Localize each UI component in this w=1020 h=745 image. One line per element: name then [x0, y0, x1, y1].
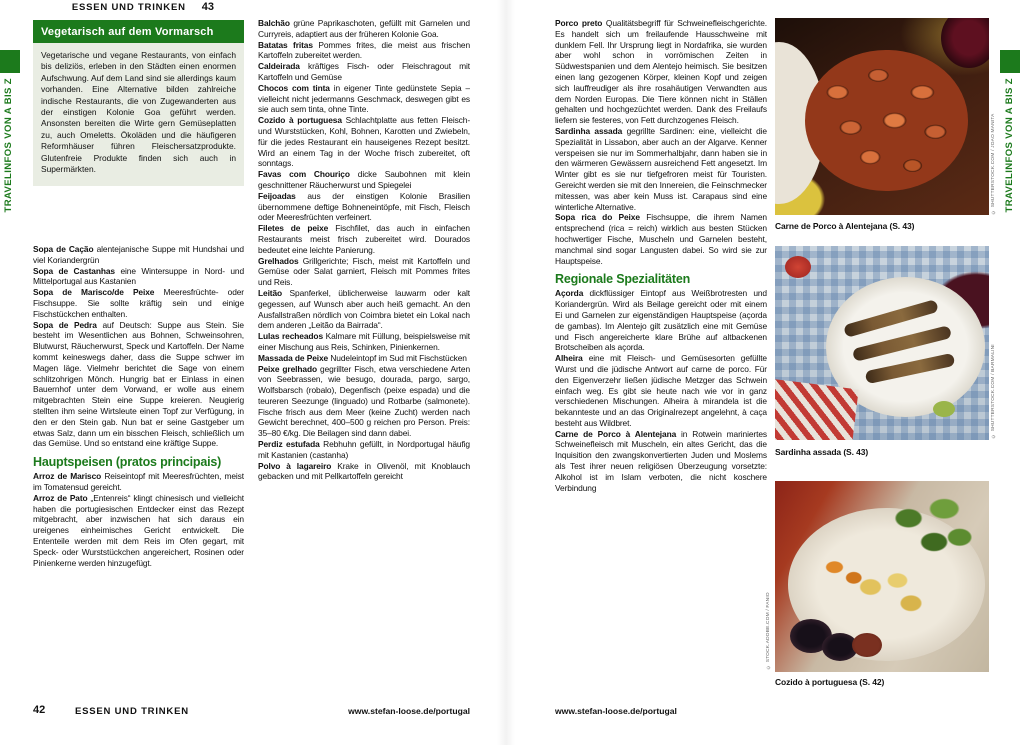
photo-caption: Cozido à portuguesa (S. 42)	[775, 677, 885, 687]
dict-term: Sardinha assada	[555, 125, 623, 136]
dict-term: Sopa de Castanhas	[33, 265, 115, 276]
footer-url: www.stefan-loose.de/portugal	[348, 706, 470, 716]
dict-entry	[258, 331, 470, 353]
dict-term: Grelhados	[258, 255, 299, 266]
page-number-43: 43	[201, 1, 214, 13]
page-fold-shadow	[497, 0, 515, 745]
dict-entry	[555, 126, 767, 212]
dict-def: Kalmare mit Füllung, beispielsweise mit einer Mischung aus Reis, Schinken, Pinienkernen.	[258, 331, 470, 352]
dict-term: Favas com Chouriço	[258, 169, 350, 180]
dict-def: grüne Paprikaschoten, gefüllt mit Garnelen und Curryreis, adaptiert aus der früheren Kolonie Goa.	[258, 18, 470, 39]
photo-caption: Carne de Porco à Alentejana (S. 43)	[775, 221, 915, 231]
dict-term: Feijoadas	[258, 190, 296, 201]
dict-term: Chocos com tinta	[258, 82, 330, 93]
dict-term: Alheira	[555, 353, 583, 364]
dict-entry	[258, 364, 470, 440]
infobox-body: Vegetarische und vegane Restaurants, von einfach bis deliziös, erleben in den Städten einen enormen Aufschwung. Auf dem Land sind sie allerdings kaum vorhanden. Eine Alternative bilden zahlreiche indische Restaurants, die von Zugewanderten aus der einstigen Kolonie Goa geführt werden. Ansonsten bereiten die Wirte gern Gemüseplatten zu, auch Omeletts. Ökoläden und die häufigeren Reformhäuser führen Fleischersatzprodukte. Glutenfreie Produkte finden sich auch in Supermärkten.	[41, 50, 236, 175]
left-margin-green-square	[0, 50, 20, 73]
dict-def: auf Deutsch: Suppe aus Stein. Sie besteht im Wesentlichen aus Bohnen, Schweinsohren, Blutwurst, Räucherwurst, Speck und Kartoffeln. Der Name kommt keineswegs daher, dass die Suppe schwer im Magen läge. Vielmehr berichtet die Sage von einem schlitzohrigen Mönch. Hungrig bat er Einlass in einen Bauernhof unter dem Vorwand, er wolle aus einem mitgebrachten Stein eine Suppe kreieren. Neugierig stellten ihm seine Wirtsleute einen Topf zur Verfügung, in den er den Stein gab. Nun bat er seine Gastgeber um etwas Salz, dann um ein bisschen Fleisch, schließlich um das Gemüse. Und so entstand eine kräftige Suppe.	[33, 319, 244, 449]
dict-entry	[258, 40, 470, 62]
dict-term: Caldeirada	[258, 61, 300, 72]
dict-def: alentejanische Suppe mit Hundshai und viel Koriandergrün	[33, 244, 244, 265]
page42-column2	[258, 18, 470, 686]
dict-def: „Entenreis“ klingt chinesisch und vielleicht haben die portugiesischen Entdecker einst das Rezept mitgebracht, aber inzwischen hat sich daraus ein ureigenes einheimisches Gericht entwickelt. Die Ententeile werden mit dem Reis im Ofen gegart, mit Speck- oder Wurststückchen angereichert, Rosinen oder Pinienkerne werden hinzugefügt.	[33, 492, 244, 568]
left-margin-tab-label: TRAVELINFOS VON A BIS Z	[3, 78, 14, 213]
wine-glass-shape	[941, 18, 989, 68]
dict-term: Batatas fritas	[258, 39, 313, 50]
dict-term: Massada de Peixe	[258, 352, 329, 363]
dict-entry	[33, 493, 244, 569]
dict-def: kräftiges Fisch- oder Fleischragout mit Kartoffeln und Gemüse	[258, 61, 470, 82]
dict-def: eine Wintersuppe in Nord- und Mittelportugal aus Kastanien	[33, 265, 244, 287]
dict-entry	[258, 18, 470, 40]
dict-def: Grillgerichte; Fisch, meist mit Kartoffeln und Gemüse oder Salat garniert, Fleisch mit Pommes frites und Reis.	[258, 255, 470, 288]
dict-def: Pommes frites, die meist aus frischen Kartoffeln zubereitet werden.	[258, 39, 470, 61]
dict-def: Qualitätsbegriff für Schweinefleischgerichte. Es handelt sich um freilaufende Hausschweine mit dunklem Fell. Ihr Ursprung liegt in Nordafrika, sie wurden aber wohl schon in vorrömischen Zeiten in Südwestspanien und dem Alentejo heimisch. Sie besitzen einen lang gezogenen Körper, kleinen Kopf und zeigen sich lauffreudiger als ihre rosahäutigen Verwandten aus dem Norden Europas. Die Tiere können nicht in Ställen gehalten und hochgezüchtet werden. Dank des Freilaufs liefern sie festeres, von Fett durchzogenes Fleisch.	[555, 18, 767, 126]
photo-cozido	[775, 481, 989, 672]
right-margin-green-square	[1000, 50, 1020, 73]
dict-def: Meeresfrüchte- oder Fischsuppe. Sie sollte kräftig sein und einige Fischstückchen enthalten.	[33, 287, 244, 319]
dict-term: Sopa de Cação	[33, 244, 94, 254]
footer-section-label: ESSEN UND TRINKEN	[75, 706, 189, 717]
mussels-dish-shape	[805, 50, 968, 192]
dict-def: gegrillter Fisch, etwa verschiedene Arten von Seebrassen, wie besugo, dourada, pargo, sargo, Wolfsbarsch (robalo), Degenfisch (peixe espada) und die teureren Seezunge (linguado) und Rotbarbe (salmonete). Fische frisch aus dem Meer (keine Zucht) werden nach Gewicht berechnet, 400–500 g reichen pro Person. Preis: 35–80 €/kg. Die Beilagen sind dann dabei.	[258, 363, 470, 439]
dict-entry	[555, 353, 767, 429]
dict-def: Fischsuppe, die ihrem Namen entsprechend (rica = reich) wirklich aus besten Stücken hochwertiger Fische, Muscheln und Garnelen besteht, manchmal sind sogar Langusten dabei. So wird sie zur Hauptspeise.	[555, 212, 767, 266]
dict-term: Arroz de Marisco	[33, 471, 102, 482]
dict-term: Perdiz estufada	[258, 439, 320, 450]
dict-entry	[33, 471, 244, 493]
dict-entry	[258, 61, 470, 83]
dict-def: Reiseintopf mit Meeresfrüchten, meist im Tomatensud gereicht.	[33, 471, 244, 492]
dict-term: Açorda	[555, 288, 584, 299]
page-number-42: 42	[33, 704, 46, 716]
checkered-napkin-shape	[775, 379, 859, 440]
dict-entry	[258, 191, 470, 223]
dict-def: Nudeleintopf im Sud mit Fischstücken	[330, 352, 467, 363]
dict-entry	[555, 288, 767, 353]
infobox-title: Vegetarisch auf dem Vormarsch	[33, 20, 244, 43]
photo-credit: © SHUTTERSTOCK.COM / BARMALINI	[991, 344, 996, 438]
vegetarian-infobox	[33, 20, 244, 186]
dict-term: Sopa de Pedra	[33, 319, 97, 330]
photo-sardinha-assada	[775, 246, 989, 440]
dict-term: Leitão	[258, 287, 283, 298]
dict-term: Balchão	[258, 18, 290, 28]
dict-term: Sopa rica do Peixe	[555, 212, 640, 223]
dict-entry	[258, 83, 470, 115]
dict-entry	[258, 461, 470, 483]
dict-entry	[258, 353, 470, 364]
dict-def: gegrillte Sardinen: eine, vielleicht die Spezialität in Lissabon, aber auch an der Algarve. Kenner verspeisen sie nur im Sommerhalbjahr, dann haben sie in den wärmeren Gewässern ausreichend Fett angesetzt. Im Winter gibt es sie nur tiefgefroren meist für Touristen. Gereicht werden sie mit den Innereien, die Feinschmecker mitessen, was aber kein Muss ist. Carapaus sind eine winterliche Alternative.	[555, 125, 767, 212]
dict-entry	[555, 212, 767, 266]
dict-def: Fischfilet, das auch in einfachen Restaurants meist frisch zubereitet wird. Dourados bedeutet eine leichte Panierung.	[258, 223, 470, 255]
dict-entry	[33, 287, 244, 319]
dict-term: Polvo à lagareiro	[258, 460, 332, 471]
dict-term: Porco preto	[555, 18, 603, 28]
dict-entry	[258, 288, 470, 331]
chourico-shape	[852, 633, 882, 657]
footer-section-label: ESSEN UND TRINKEN	[71, 2, 186, 13]
dict-entry	[258, 256, 470, 288]
footer-right	[0, 0, 214, 13]
dict-def: Krake in Olivenöl, mit Knoblauch gebacken und mit Pellkartoffeln gereicht	[258, 460, 470, 482]
page43-column	[555, 18, 767, 686]
dict-term: Carne de Porco à Alentejana	[555, 428, 677, 439]
dict-def: dickflüssiger Eintopf aus Weißbrotresten und Koriandergrün. Wird als Beilage gereicht oder mit einem Ei und Garnelen zur eigenständigen Hauptspeise (açorda de gambas). Im Alentejo gilt zusätzlich eine mit Gemüse und Fisch angereicherte klare Brühe auf altbackenen Brotscheiben als açorda.	[555, 288, 767, 353]
dict-entry	[258, 115, 470, 169]
tomato-shape	[785, 256, 811, 278]
dict-def: Spanferkel, üblicherweise lauwarm oder kalt gegessen, auf Wunsch aber auch heiß gemacht. An den Ausfallstraßen nördlich von Coimbra bietet ein Lokal nach dem anderen „Leitão da Bairrada“.	[258, 287, 470, 331]
lime-shape	[933, 401, 955, 417]
photo-credit: © STOCK.ADOBE.COM / FANIO	[766, 592, 771, 669]
dict-def: aus der einstigen Kolonie Brasilien übernommene deftige Bohneneintöpfe, mit Fisch, Fleisch oder Meeresfrüchten verfeinert.	[258, 190, 470, 223]
dict-term: Cozido à portuguesa	[258, 115, 342, 126]
dict-term: Peixe grelhado	[258, 363, 317, 374]
dict-entry	[555, 429, 767, 494]
dict-entry	[33, 320, 244, 450]
page42-column1	[33, 244, 244, 702]
dict-def: eine mit Fleisch- und Gemüsesorten gefüllte Wurst und die jüdische Antwort auf carne de porco. Für den Eigenverzehr ließen jüdische Metzger das Schwein einfach weg. Es gibt sie heute nach wie vor in ganz verschiedenen Mischungen. Alheira à mirandela ist die bekannteste und an das Originalrezept angelehnt, à caça besteht aus Wildbret.	[555, 353, 767, 428]
section-heading-hauptspeisen: Hauptspeisen (pratos principais)	[33, 455, 222, 470]
dict-entry	[555, 18, 767, 126]
dict-entry	[33, 266, 244, 288]
dict-def: in eigener Tinte gedünstete Sepia – vielleicht nicht jedermanns Geschmack, deswegen gibt es sie auch sem tinta, ohne Tinte.	[258, 82, 470, 115]
dict-entry	[33, 244, 244, 266]
dict-entry	[258, 439, 470, 461]
photo-caption: Sardinha assada (S. 43)	[775, 447, 869, 457]
photo-credit: © SHUTTERSTOCK.COM / JOAO MANITA	[991, 113, 996, 214]
dict-entry	[258, 169, 470, 191]
dict-def: in Rotwein mariniertes Schweinefleisch mit Muscheln, ein altes Gericht, das die Inquisition den zwangskonvertierten Juden und Moslems als Test ihrer neuen religiösen Überzeugung vorsetzte: Alkohol ist im Islam verboten, die nicht koschere Verbindung	[555, 428, 767, 493]
dict-def: dicke Saubohnen mit klein geschnittener Räucherwurst und Spiegelei	[258, 169, 470, 190]
dict-def: Schlachtplatte aus fetten Fleisch- und Wurststücken, Kohl, Bohnen, Karotten und Zwiebeln, für die jedes Restaurant ein hauseigenes Rezept besitzt. Wird an einem Tag in der Woche frisch zubereitet, oft sonntags.	[258, 115, 470, 169]
dict-term: Lulas recheados	[258, 331, 324, 342]
dict-term: Sopa de Marisco/de Peixe	[33, 287, 155, 298]
dict-def: Rebhuhn gefüllt, in Nordportugal häufig mit Kastanien (castanha)	[258, 439, 470, 460]
footer-url: www.stefan-loose.de/portugal	[555, 706, 677, 716]
dict-entry	[258, 223, 470, 255]
section-heading-regionale-spezialitaeten: Regionale Spezialitäten	[555, 272, 691, 287]
right-margin-tab-label: TRAVELINFOS VON A BIS Z	[1004, 78, 1015, 213]
dict-term: Arroz de Pato	[33, 492, 88, 503]
photo-carne-de-porco	[775, 18, 989, 215]
dict-term: Filetes de peixe	[258, 223, 329, 234]
